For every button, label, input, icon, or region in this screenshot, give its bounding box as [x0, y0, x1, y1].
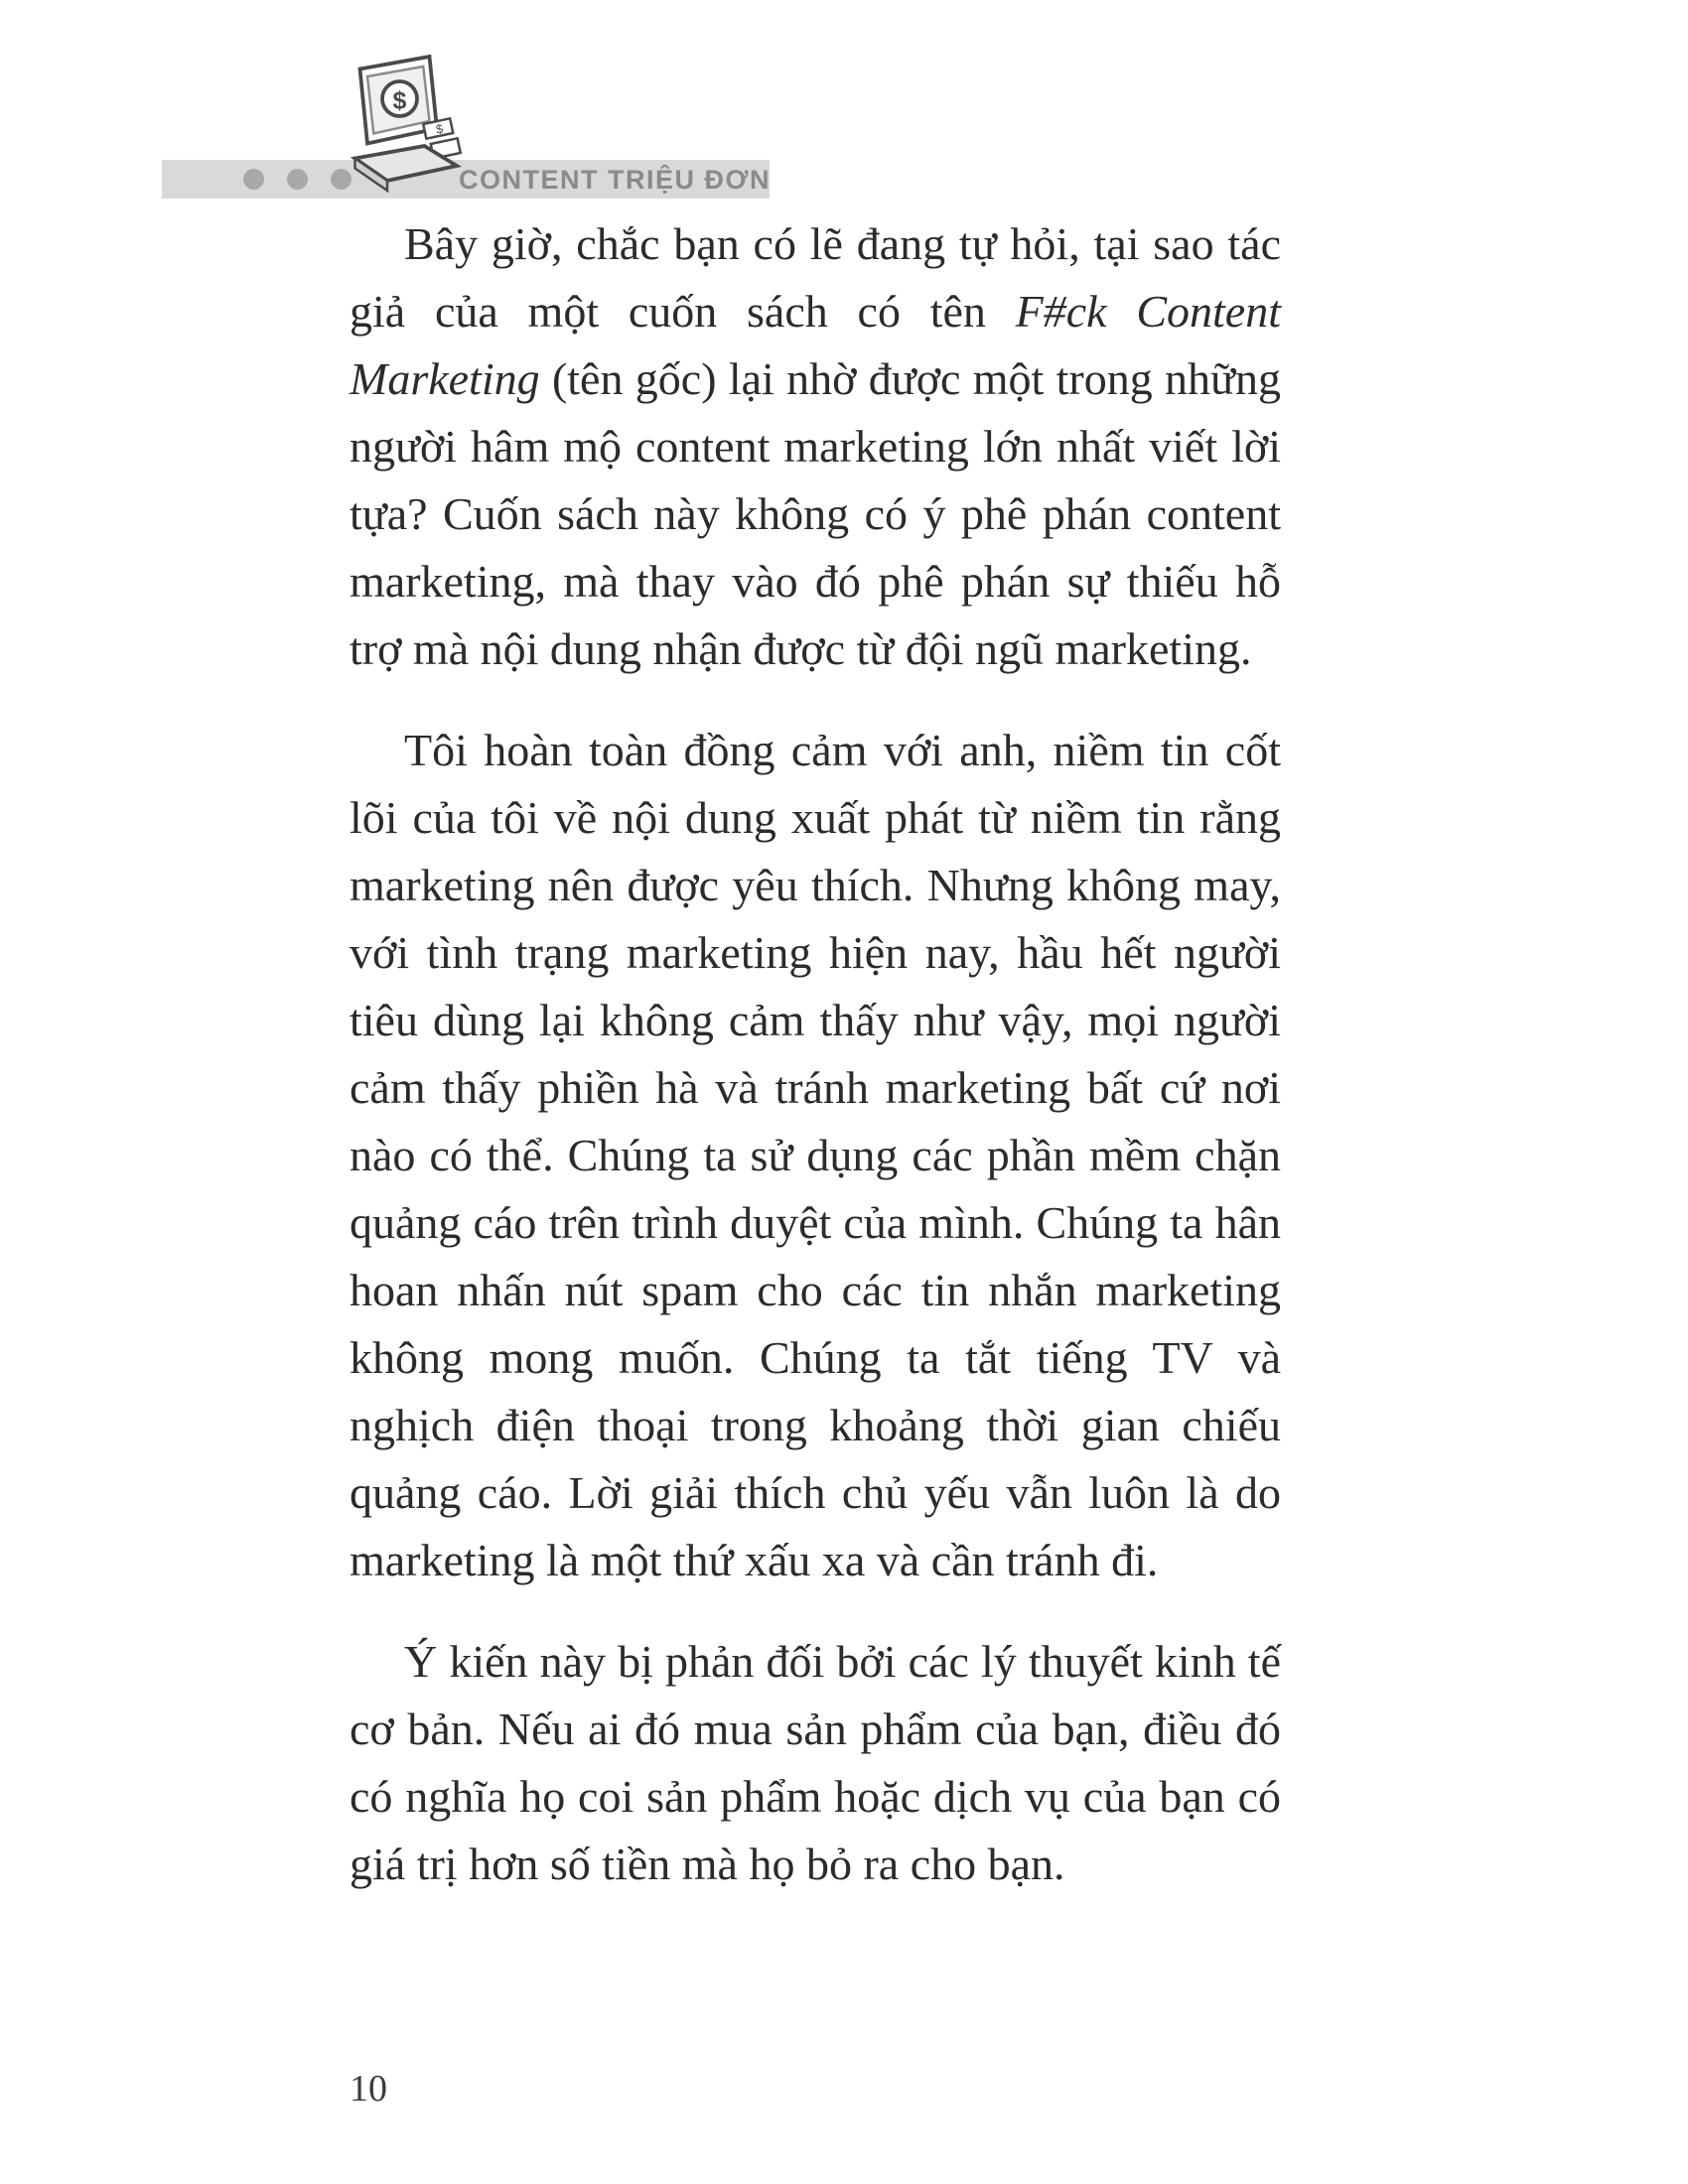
book-header-title: CONTENT TRIỆU ĐƠN [459, 165, 772, 195]
body-text [350, 210, 1281, 1898]
paragraph: Ý kiến này bị phản đối bởi các lý thuyết kinh tế cơ bản. Nếu ai đó mua sản phẩm của bạn, điều đó có nghĩa họ coi sản phẩm hoặc dịch vụ của bạn có giá trị hơn số tiền mà họ bỏ ra cho bạn. [350, 1636, 1281, 1889]
dot-icon [243, 169, 264, 190]
paragraph-text: (tên gốc) lại nhờ được một trong những người hâm mộ content marketing lớn nhất viết lời tựa? Cuốn sách này không có ý phê phán content marketing, mà thay vào đó phê phán sự thiếu hỗ trợ mà nội dung nhận được từ đội ngũ marketing. [350, 353, 1281, 674]
paragraph: Tôi hoàn toàn đồng cảm với anh, niềm tin cốt lõi của tôi về nội dung xuất phát từ niềm tin rằng marketing nên được yêu thích. Nhưng không may, với tình trạng marketing hiện nay, hầu hết người tiêu dùng lại không cảm thấy như vậy, mọi người cảm thấy phiền hà và tránh marketing bất cứ nơi nào có thể. Chúng ta sử dụng các phần mềm chặn quảng cáo trên trình duyệt của mình. Chúng ta hân hoan nhấn nút spam cho các tin nhắn marketing không mong muốn. Chúng ta tắt tiếng TV và nghịch điện thoại trong khoảng thời gian chiếu quảng cáo. Lời giải thích chủ yếu vẫn luôn là do marketing là một thứ xấu xa và cần tránh đi. [350, 725, 1281, 1585]
paragraph-text: Bây giờ, chắc bạn có lẽ đang tự hỏi, tại sao tác giả của một cuốn sách có tên [350, 218, 1281, 337]
header-dots [243, 169, 352, 190]
svg-text:$: $ [392, 86, 407, 115]
dot-icon [287, 169, 308, 190]
page-number: 10 [350, 2068, 387, 2110]
svg-text:$: $ [434, 121, 445, 137]
money-computer-icon [338, 52, 462, 201]
book-title-italic: F#ck Content Marketing [350, 286, 1282, 404]
paragraph [350, 210, 1281, 683]
